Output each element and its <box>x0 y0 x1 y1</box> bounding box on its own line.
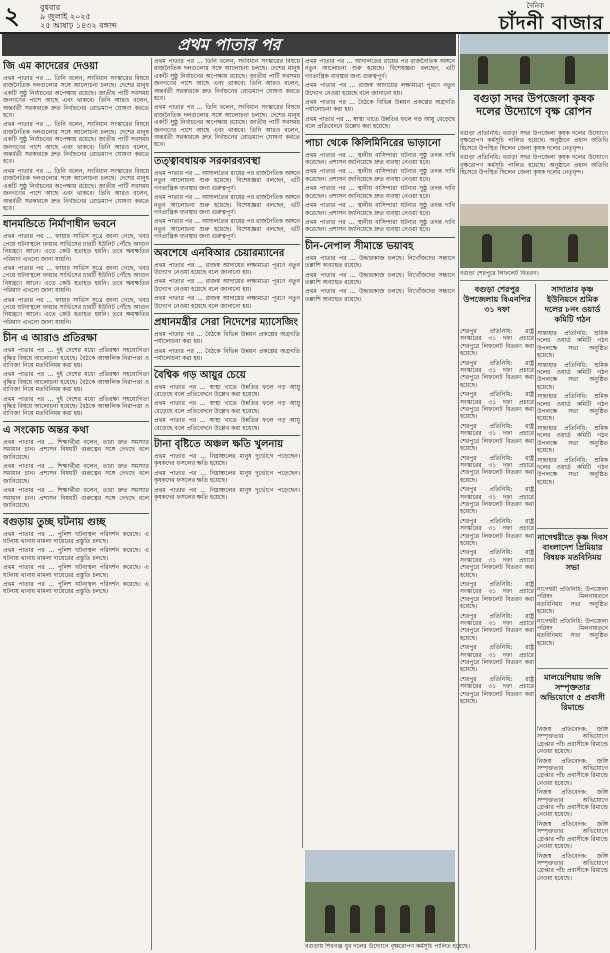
article-body-cont: প্রথম পাতার পর ... স্থানীয় বাসিন্দারা ঘটনার সুষ্ঠু তদন্ত দাবি করেছেন। প্রশাসন জানিয়েছে দ্রুত ব্যবস্থা নেওয়া হবে। <box>305 185 455 200</box>
box-text-cont: নিজস্ব প্রতিবেদক: জঙ্গি সম্পৃক্ততার অভিযোগে গ্রেপ্তার পাঁচ প্রবাসীকে রিমান্ডে নেওয়া হয়েছে। <box>537 789 608 819</box>
article-headline: এ সংকোচ অন্তর কথা <box>3 424 89 436</box>
article-body-cont: প্রথম পাতার পর ... নিম্নাঞ্চলের মানুষ দুর্ভোগে পড়েছেন। কৃষকদের ফসলের ক্ষতি হয়েছে। <box>154 469 300 485</box>
article-body-cont: প্রথম পাতার পর ... আদালতের রায়ের পর রাজনৈতিক অঙ্গনে নতুন আলোচনা শুরু হয়েছে। বিশেষজ্ঞরা বলছেন, এটি গণতান্ত্রিক ব্যবস্থার জন্য গুরুত্বপূর্ণ। <box>154 218 300 241</box>
photo-caption: বগুড়ায় শিবগঞ্জ যুব দলের উদ্যোগে বৃক্ষরোপণ কর্মসূচি পালিত হয়েছে। <box>305 943 470 950</box>
article-body-cont: প্রথম পাতার পর ... রাজস্ব আদায়ের লক্ষ্যমাত্রা পূরণে নতুন উদ্যোগ নেওয়া হয়েছে বলে জানানো হয়। <box>154 295 300 310</box>
article-body-cont: প্রথম পাতার পর ... স্বাস্থ্য খাতে উন্নতির ফলে গড় আয়ু বেড়েছে বলে প্রতিবেদনে উল্লেখ করা হয়েছে। <box>154 400 300 415</box>
article-body-cont: প্রথম পাতার পর ... তিনি বলেন, সংবিধান সংস্কারের বিষয়ে রাজনৈতিক দলগুলোর সঙ্গে আলোচনা চলছে। দেশের মানুষ একটি সুষ্ঠু নির্বাচনের অপেক্ষায় রয়েছে। জাতীয় পার্টি সবসময় জনগণের পাশে আছে এবং থাকবে। তিনি আরও বলেন, অন্তর্বর্তী সরকারকে দ্রুত নির্বাচনের রোডম্যাপ ঘোষণা করতে হবে। <box>154 104 300 149</box>
divider <box>460 280 608 281</box>
article-body: প্রথম পাতার পর ... আদালতের রায়ের পর রাজনৈতিক অঙ্গনে নতুন আলোচনা শুরু হয়েছে। বিশেষজ্ঞরা বলছেন, এটি গণতান্ত্রিক ব্যবস্থার জন্য গুরুত্বপূর্ণ। <box>154 169 300 192</box>
box-text-cont: শেরপুর প্রতিনিধি: রাষ্ট্র সংস্কারের ৩১ দফা প্রচারে শেরপুরে লিফলেট বিতরণ করা হয়েছে। <box>460 675 534 706</box>
box-text-cont: শেরপুর প্রতিনিধি: রাষ্ট্র সংস্কারের ৩১ দফা প্রচারে শেরপুরে লিফলেট বিতরণ করা হয়েছে। <box>460 422 534 453</box>
article-body-cont: প্রথম পাতার পর ... স্থানীয় বাসিন্দারা ঘটনার সুষ্ঠু তদন্ত দাবি করেছেন। প্রশাসন জানিয়েছে দ্রুত ব্যবস্থা নেওয়া হবে। <box>305 168 455 183</box>
article-body-cont: প্রথম পাতার পর ... পুলিশ ঘটনাস্থল পরিদর্শন করেছে। এ ঘটনায় থানায় মামলা দায়েরের প্রস্তুতি চলছে। <box>3 564 149 579</box>
article-body: প্রথম পাতার পর ... স্থানীয় বাসিন্দারা ঘটনার সুষ্ঠু তদন্ত দাবি করেছেন। প্রশাসন জানিয়েছে দ্রুত ব্যবস্থা নেওয়া হবে। <box>305 151 455 167</box>
divider <box>3 513 149 514</box>
article-body-cont: প্রথম পাতার পর ... পুলিশ ঘটনাস্থল পরিদর্শন করেছে। এ ঘটনায় থানায় মামলা দায়েরের প্রস্তুতি চলছে। <box>3 547 149 562</box>
column-divider <box>151 58 152 950</box>
article-headline: চীন এ আরাও প্রতিরক্ষা <box>3 333 98 345</box>
box-text-cont: নাগেশ্বরী প্রতিনিধি: উপজেলা পরিষদ মিলনায়তনে মতবিনিময় সভা অনুষ্ঠিত হয়েছে। <box>537 617 608 647</box>
divider <box>305 237 455 238</box>
box-headline-1: বগুড়া শেরপুর উপজেলায় বিএনপির ৩১ দফা <box>463 284 531 314</box>
article-body-cont: প্রথম পাতার পর ... তিনি বলেন, সংবিধান সংস্কারের বিষয়ে রাজনৈতিক দলগুলোর সঙ্গে আলোচনা চলছে। দেশের মানুষ একটি সুষ্ঠু নির্বাচনের অপেক্ষায় রয়েছে। জাতীয় পার্টি সবসময় জনগণের পাশে আছে এবং থাকবে। তিনি আরও বলেন, অন্তর্বর্তী সরকারকে দ্রুত নির্বাচনের রোডম্যাপ ঘোষণা করতে হবে। <box>3 121 149 166</box>
article-body-cont: প্রথম পাতার পর ... স্বাস্থ্য খাতে উন্নতির ফলে গড় আয়ু বেড়েছে বলে প্রতিবেদনে উল্লেখ করা হয়েছে। <box>305 115 455 131</box>
box-text: নাগেশ্বরী প্রতিনিধি: উপজেলা পরিষদ মিলনায়তনে মতবিনিময় সভা অনুষ্ঠিত হয়েছে। <box>537 586 608 616</box>
article-body-cont: প্রথম পাতার পর ... তিনি বলেন, সংবিধান সংস্কারের বিষয়ে রাজনৈতিক দলগুলোর সঙ্গে আলোচনা চলছে। দেশের মানুষ একটি সুষ্ঠু নির্বাচনের অপেক্ষায় রয়েছে। জাতীয় পার্টি সবসময় জনগণের পাশে আছে এবং থাকবে। তিনি আরও বলেন, অন্তর্বর্তী সরকারকে দ্রুত নির্বাচনের রোডম্যাপ ঘোষণা করতে হবে। <box>3 167 149 212</box>
box-text-cont: নিজস্ব প্রতিবেদক: জঙ্গি সম্পৃক্ততার অভিযোগে গ্রেপ্তার পাঁচ প্রবাসীকে রিমান্ডে নেওয়া হয়েছে। <box>537 757 608 787</box>
masthead-name: চাঁদনী বাজার <box>498 12 604 34</box>
divider <box>154 244 300 245</box>
box-text-cont: সান্তাহার প্রতিনিধি: শ্রমিক দলের ওয়ার্ড কমিটি গঠন উপলক্ষে সভা অনুষ্ঠিত হয়েছে। <box>537 393 608 423</box>
box-text-cont: শেরপুর প্রতিনিধি: রাষ্ট্র সংস্কারের ৩১ দফা প্রচারে শেরপুরে লিফলেট বিতরণ করা হয়েছে। <box>460 644 534 674</box>
mid-right-photo <box>460 204 608 268</box>
article-body: প্রথম পাতার পর ... উদ্ধারকাজ চলছে। নিখোঁজদের সন্ধানে তল্লাশি অব্যাহত রয়েছে। <box>305 254 455 270</box>
column-divider <box>535 284 536 950</box>
article-headline: জি এম কাদেরের দেওয়া <box>3 61 99 72</box>
right-top-text: বগুড়া প্রতিনিধি: বগুড়া সদর উপজেলা কৃষক দলের উদ্যোগে বৃক্ষরোপণ কর্মসূচি পালিত হয়েছে। অনুষ্ঠানে প্রধান অতিথি হিসেবে উপস্থিত ছিলেন জেলা কৃষক দলের নেতৃবৃন্দ। <box>460 130 608 152</box>
box-text-cont: নিজস্ব প্রতিবেদক: জঙ্গি সম্পৃক্ততার অভিযোগে গ্রেপ্তার পাঁচ প্রবাসীকে রিমান্ডে নেওয়া হয়েছে। <box>537 820 608 851</box>
article-headline: তত্ত্বাবধায়ক সরকারব্যবস্থা <box>154 155 261 167</box>
article-body-cont: প্রথম পাতার পর ... স্থানীয় বাসিন্দারা ঘটনার সুষ্ঠু তদন্ত দাবি করেছেন। প্রশাসন জানিয়েছে দ্রুত ব্যবস্থা নেওয়া হবে। <box>305 202 455 217</box>
masthead-prefix: দৈনিক <box>526 2 544 10</box>
section-band: প্রথম পাতার পর <box>2 34 456 56</box>
box-headline-4: মালয়েশিয়ায় জঙ্গি সম্পৃক্ততার অভিযোগে ৫ প্রবাসী রিমান্ডে <box>540 672 605 712</box>
box-text-cont: সান্তাহার প্রতিনিধি: শ্রমিক দলের ওয়ার্ড কমিটি গঠন উপলক্ষে সভা অনুষ্ঠিত হয়েছে। <box>537 456 608 486</box>
article-body-cont: প্রথম পাতার পর ... শিক্ষার্থীরা বলেন, তারা দ্রুত সমস্যার সমাধান চান। প্রশাসন বিষয়টি গুরুত্বের সঙ্গে দেখছে বলে জানিয়েছে। <box>3 463 149 485</box>
divider <box>154 313 300 314</box>
box-text: নিজস্ব প্রতিবেদক: জঙ্গি সম্পৃক্ততার অভিযোগে গ্রেপ্তার পাঁচ প্রবাসীকে রিমান্ডে নেওয়া হয়েছে। <box>537 726 608 756</box>
date-en: ৯ জুলাই ২০২৫ <box>40 12 91 21</box>
right-top-text-cont: বগুড়া প্রতিনিধি: বগুড়া সদর উপজেলা কৃষক দলের উদ্যোগে বৃক্ষরোপণ কর্মসূচি পালিত হয়েছে। অনুষ্ঠানে প্রধান অতিথি হিসেবে উপস্থিত ছিলেন জেলা কৃষক দলের নেতৃবৃন্দ। <box>460 154 608 177</box>
box-headline-2: সাদাতার কৃষ্ণ ইউনিয়নে শ্রমিক দলের ৮নং ওয়ার্ড কমিটি গঠন <box>544 284 601 324</box>
divider <box>537 668 608 669</box>
box-text: শেরপুর প্রতিনিধি: রাষ্ট্র সংস্কারের ৩১ দফা প্রচারে শেরপুরে লিফলেট বিতরণ করা হয়েছে। <box>460 328 534 358</box>
page-number: ২ <box>4 1 20 30</box>
box-text-cont: শেরপুর প্রতিনিধি: রাষ্ট্র সংস্কারের ৩১ দফা প্রচারে শেরপুরে লিফলেট বিতরণ করা হয়েছে। <box>460 517 534 547</box>
column-divider <box>458 34 459 950</box>
article-headline: ধানমন্ডিতে নির্মাণাধীন ভবনে <box>3 219 117 231</box>
box-text-cont: শেরপুর প্রতিনিধি: রাষ্ট্র সংস্কারের ৩১ দফা প্রচারে শেরপুরে লিফলেট বিতরণ করা হয়েছে। <box>460 454 534 484</box>
date-bn: ২৫ আষাঢ় ১৪৩২ বঙ্গাব্দ <box>40 21 117 30</box>
column-1 <box>3 58 149 950</box>
box-text-cont: শেরপুর প্রতিনিধি: রাষ্ট্র সংস্কারের ৩১ দফা প্রচারে শেরপুরে লিফলেট বিতরণ করা হয়েছে। <box>460 486 534 516</box>
article-body: প্রথম পাতার পর ... ফায়ার সার্ভিস সূত্রে জানা গেছে, খবর পেয়ে ঘটনাস্থলে ফায়ার সার্ভিসের চারটি ইউনিট পৌঁছে আগুন নিয়ন্ত্রণে আনে। এতে কেউ হতাহত হয়নি। তবে ক্ষয়ক্ষতির পরিমাণ এখনো জানা যায়নি। <box>3 233 149 263</box>
bottom-photo <box>305 850 455 942</box>
article-body-cont: প্রথম পাতার পর ... তিনি বলেন, সংবিধান সংস্কারের বিষয়ে রাজনৈতিক দলগুলোর সঙ্গে আলোচনা চলছে। দেশের মানুষ একটি সুষ্ঠু নির্বাচনের অপেক্ষায় রয়েছে। জাতীয় পার্টি সবসময় জনগণের পাশে আছে এবং থাকবে। তিনি আরও বলেন, অন্তর্বর্তী সরকারকে দ্রুত নির্বাচনের রোডম্যাপ ঘোষণা করতে হবে। <box>154 58 300 103</box>
divider <box>3 421 149 422</box>
mid-photo-caption: বগুড়া শেরপুরে লিফলেট বিতরণ। <box>460 270 539 277</box>
article-body-cont: প্রথম পাতার পর ... আদালতের রায়ের পর রাজনৈতিক অঙ্গনে নতুন আলোচনা শুরু হয়েছে। বিশেষজ্ঞরা বলছেন, এটি গণতান্ত্রিক ব্যবস্থার জন্য গুরুত্বপূর্ণ। <box>154 194 300 216</box>
article-body-cont: প্রথম পাতার পর ... শিক্ষার্থীরা বলেন, তারা দ্রুত সমস্যার সমাধান চান। প্রশাসন বিষয়টি গুরুত্বের সঙ্গে দেখছে বলে জানিয়েছে। <box>3 487 149 510</box>
divider <box>154 366 300 367</box>
right-top-body <box>460 130 608 202</box>
divider <box>537 528 608 529</box>
box-text-cont: শেরপুর প্রতিনিধি: রাষ্ট্র সংস্কারের ৩১ দফা প্রচারে শেরপুরে লিফলেট বিতরণ করা হয়েছে। <box>460 391 534 421</box>
article-headline: পাচা থেকে কিলিমিনিরের ভাড়ানো <box>305 137 441 149</box>
article-body: প্রথম পাতার পর ... পুলিশ ঘটনাস্থল পরিদর্শন করেছে। এ ঘটনায় থানায় মামলা দায়েরের প্রস্তুতি চলছে। <box>3 530 149 545</box>
article-headline: বগুড়ায় তুচ্ছ ঘটনায় গুচ্ছ <box>3 516 106 528</box>
box-text-cont: সান্তাহার প্রতিনিধি: শ্রমিক দলের ওয়ার্ড কমিটি গঠন উপলক্ষে সভা অনুষ্ঠিত হয়েছে। <box>537 361 608 391</box>
article-body: প্রথম পাতার পর ... তিনি বলেন, সংবিধান সংস্কারের বিষয়ে রাজনৈতিক দলগুলোর সঙ্গে আলোচনা চলছে। দেশের মানুষ একটি সুষ্ঠু নির্বাচনের অপেক্ষায় রয়েছে। জাতীয় পার্টি সবসময় জনগণের পাশে আছে এবং থাকবে। তিনি আরও বলেন, অন্তর্বর্তী সরকারকে দ্রুত নির্বাচনের রোডম্যাপ ঘোষণা করতে হবে। <box>3 75 149 120</box>
article-headline: বৈশ্বিক গড় আয়ুর চেয়ে <box>154 369 246 381</box>
article-body-cont: প্রথম পাতার পর ... রাজস্ব আদায়ের লক্ষ্যমাত্রা পূরণে নতুন উদ্যোগ নেওয়া হয়েছে বলে জানানো হয়। <box>305 82 455 97</box>
box-text-cont: শেরপুর প্রতিনিধি: রাষ্ট্র সংস্কারের ৩১ দফা প্রচারে শেরপুরে লিফলেট বিতরণ করা হয়েছে। <box>460 549 534 579</box>
article-body-cont: প্রথম পাতার পর ... ফায়ার সার্ভিস সূত্রে জানা গেছে, খবর পেয়ে ঘটনাস্থলে ফায়ার সার্ভিসের চারটি ইউনিট পৌঁছে আগুন নিয়ন্ত্রণে আনে। এতে কেউ হতাহত হয়নি। তবে ক্ষয়ক্ষতির পরিমাণ এখনো জানা যায়নি। <box>3 296 149 326</box>
column-2 <box>154 58 300 950</box>
box-text-cont: শেরপুর প্রতিনিধি: রাষ্ট্র সংস্কারের ৩১ দফা প্রচারে শেরপুরে লিফলেট বিতরণ করা হয়েছে। <box>460 612 534 642</box>
divider <box>3 215 149 216</box>
article-body: প্রথম পাতার পর ... শিক্ষার্থীরা বলেন, তারা দ্রুত সমস্যার সমাধান চান। প্রশাসন বিষয়টি গুরুত্বের সঙ্গে দেখছে বলে জানিয়েছে। <box>3 438 149 461</box>
article-body-cont: প্রথম পাতার পর ... নিম্নাঞ্চলের মানুষ দুর্ভোগে পড়েছেন। কৃষকদের ফসলের ক্ষতি হয়েছে। <box>154 486 300 502</box>
article-headline: চীন-নেপাল সীমান্তে ভয়াবহ <box>305 240 414 252</box>
article-body-cont: প্রথম পাতার পর ... আদালতের রায়ের পর রাজনৈতিক অঙ্গনে নতুন আলোচনা শুরু হয়েছে। বিশেষজ্ঞরা বলছেন, এটি গণতান্ত্রিক ব্যবস্থার জন্য গুরুত্বপূর্ণ। <box>305 58 455 80</box>
right-top-headline: বগুড়া সদর উপজেলা কৃষক দলের উদ্যোগে বৃক্ষ রোপন <box>473 92 595 118</box>
divider <box>154 152 300 153</box>
article-body-cont: প্রথম পাতার পর ... দুই দেশের মধ্যে প্রতিরক্ষা সহযোগিতা বৃদ্ধির বিষয়ে আলোচনা হয়েছে। বৈঠকে আঞ্চলিক নিরাপত্তা ও বাণিজ্য নিয়ে মতবিনিময় করা হয়। <box>3 371 149 394</box>
column-3 <box>305 58 455 848</box>
divider <box>3 329 149 330</box>
box-text-cont: শেরপুর প্রতিনিধি: রাষ্ট্র সংস্কারের ৩১ দফা প্রচারে শেরপুরে লিফলেট বিতরণ করা হয়েছে। <box>460 359 534 389</box>
article-body: প্রথম পাতার পর ... নিম্নাঞ্চলের মানুষ দুর্ভোগে পড়েছেন। কৃষকদের ফসলের ক্ষতি হয়েছে। <box>154 453 300 468</box>
article-body-cont: প্রথম পাতার পর ... উদ্ধারকাজ চলছে। নিখোঁজদের সন্ধানে তল্লাশি অব্যাহত রয়েছে। <box>305 271 455 286</box>
box-column-3 <box>537 586 608 666</box>
article-body: প্রথম পাতার পর ... বৈঠকে বিভিন্ন উন্নয়ন প্রকল্পের অগ্রগতি পর্যালোচনা করা হয়। <box>154 330 300 346</box>
article-body-cont: প্রথম পাতার পর ... বৈঠকে বিভিন্ন উন্নয়ন প্রকল্পের অগ্রগতি পর্যালোচনা করা হয়। <box>154 347 300 363</box>
article-body-cont: প্রথম পাতার পর ... দুই দেশের মধ্যে প্রতিরক্ষা সহযোগিতা বৃদ্ধির বিষয়ে আলোচনা হয়েছে। বৈঠকে আঞ্চলিক নিরাপত্তা ও বাণিজ্য নিয়ে মতবিনিময় করা হয়। <box>3 395 149 418</box>
article-body: প্রথম পাতার পর ... স্বাস্থ্য খাতে উন্নতির ফলে গড় আয়ু বেড়েছে বলে প্রতিবেদনে উল্লেখ করা হয়েছে। <box>154 383 300 398</box>
box-text-cont: সান্তাহার প্রতিনিধি: শ্রমিক দলের ওয়ার্ড কমিটি গঠন উপলক্ষে সভা অনুষ্ঠিত হয়েছে। <box>537 424 608 455</box>
box-text-cont: নিজস্ব প্রতিবেদক: জঙ্গি সম্পৃক্ততার অভিযোগে গ্রেপ্তার পাঁচ প্রবাসীকে রিমান্ডে নেওয়া হয়েছে। <box>537 852 608 882</box>
article-body-cont: প্রথম পাতার পর ... বৈঠকে বিভিন্ন উন্নয়ন প্রকল্পের অগ্রগতি পর্যালোচনা করা হয়। <box>305 99 455 114</box>
masthead <box>499 0 604 34</box>
article-headline: টানা বৃষ্টিতে অঞ্চল ক্ষতি খুলনায় <box>154 439 284 451</box>
box-text-cont: শেরপুর প্রতিনিধি: রাষ্ট্র সংস্কারের ৩১ দফা প্রচারে শেরপুরে লিফলেট বিতরণ করা হয়েছে। <box>460 581 534 611</box>
divider <box>305 134 455 135</box>
article-body-cont: প্রথম পাতার পর ... উদ্ধারকাজ চলছে। নিখোঁজদের সন্ধানে তল্লাশি অব্যাহত রয়েছে। <box>305 288 455 303</box>
article-body-cont: প্রথম পাতার পর ... পুলিশ ঘটনাস্থল পরিদর্শন করেছে। এ ঘটনায় থানায় মামলা দায়েরের প্রস্তুতি চলছে। <box>3 580 149 596</box>
date-block <box>40 3 117 30</box>
divider <box>154 435 300 436</box>
article-body: প্রথম পাতার পর ... দুই দেশের মধ্যে প্রতিরক্ষা সহযোগিতা বৃদ্ধির বিষয়ে আলোচনা হয়েছে। বৈঠকে আঞ্চলিক নিরাপত্তা ও বাণিজ্য নিয়ে মতবিনিময় করা হয়। <box>3 347 149 369</box>
box-text: সান্তাহার প্রতিনিধি: শ্রমিক দলের ওয়ার্ড কমিটি গঠন উপলক্ষে সভা অনুষ্ঠিত হয়েছে। <box>537 330 608 360</box>
article-headline: অবশেষে এনবিআর চেয়ারম্যানের <box>154 247 285 259</box>
article-headline: প্রধানমন্ত্রীর সেরা নিদেশের ম্যাসেজিং <box>154 316 298 328</box>
article-body-cont: প্রথম পাতার পর ... রাজস্ব আদায়ের লক্ষ্যমাত্রা পূরণে নতুন উদ্যোগ নেওয়া হয়েছে বলে জানানো হয়। <box>154 278 300 293</box>
day: বুধবার <box>40 3 61 12</box>
box-column-2 <box>537 330 608 525</box>
column-divider <box>302 58 303 848</box>
box-column-1 <box>460 328 534 948</box>
page-header <box>0 0 610 34</box>
box-headline-3: নাগেশ্বরীতে কৃষ্ণ দিবস বাংলাদেশ প্রিমিয়ার বিষয়ক মতবিনিময় সভা <box>537 532 608 572</box>
article-body-cont: প্রথম পাতার পর ... স্থানীয় বাসিন্দারা ঘটনার সুষ্ঠু তদন্ত দাবি করেছেন। প্রশাসন জানিয়েছে দ্রুত ব্যবস্থা নেওয়া হবে। <box>305 218 455 234</box>
article-body-cont: প্রথম পাতার পর ... স্বাস্থ্য খাতে উন্নতির ফলে গড় আয়ু বেড়েছে বলে প্রতিবেদনে উল্লেখ করা হয়েছে। <box>154 417 300 432</box>
article-body: প্রথম পাতার পর ... রাজস্ব আদায়ের লক্ষ্যমাত্রা পূরণে নতুন উদ্যোগ নেওয়া হয়েছে বলে জানানো হয়। <box>154 261 300 276</box>
top-right-photo <box>460 34 608 90</box>
article-body-cont: প্রথম পাতার পর ... ফায়ার সার্ভিস সূত্রে জানা গেছে, খবর পেয়ে ঘটনাস্থলে ফায়ার সার্ভিসের চারটি ইউনিট পৌঁছে আগুন নিয়ন্ত্রণে আনে। এতে কেউ হতাহত হয়নি। তবে ক্ষয়ক্ষতির পরিমাণ এখনো জানা যায়নি। <box>3 264 149 295</box>
box-column-4 <box>537 726 608 948</box>
